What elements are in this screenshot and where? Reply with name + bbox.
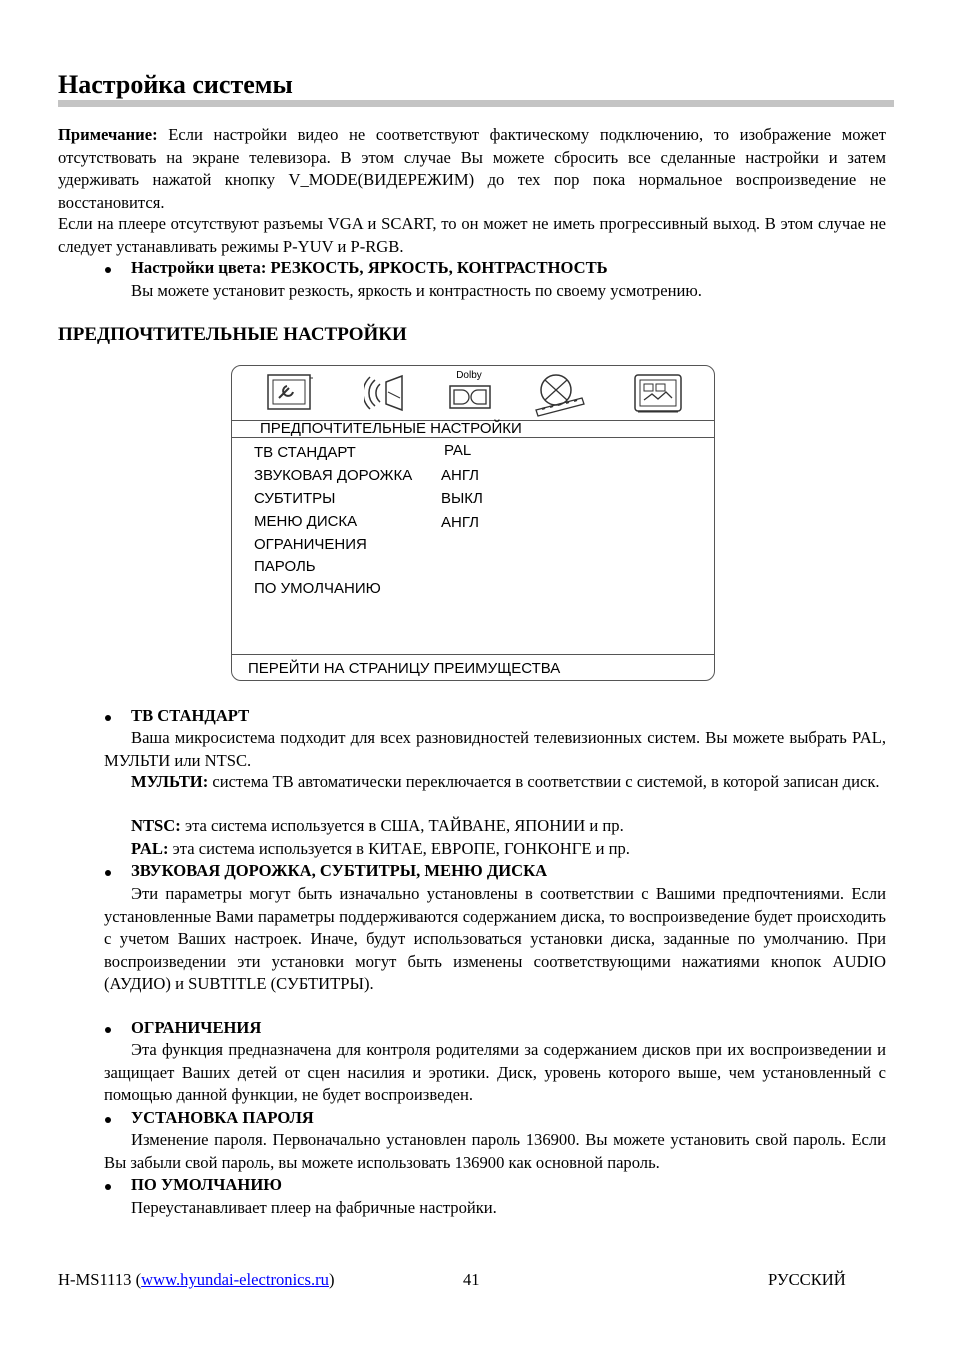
audio-setup-icon [364,372,412,414]
bullet-icon [105,1117,111,1123]
footer-close-paren: ) [328,1270,335,1289]
osd-row-label: ПО УМОЛЧАНИЮ [254,580,381,597]
bullet-icon [105,715,111,721]
osd-row-label: ТВ СТАНДАРТ [254,444,356,461]
restrictions-heading: ОГРАНИЧЕНИЯ [131,1018,262,1037]
footer-language: РУССКИЙ [768,1270,846,1289]
video-setup-icon [532,372,588,418]
osd-row-label: ОГРАНИЧЕНИЯ [254,536,367,553]
osd-footer [231,654,715,681]
audio-sub-heading: ЗВУКОВАЯ ДОРОЖКА, СУБТИТРЫ, МЕНЮ ДИСКА [131,861,548,880]
multi-text: система ТВ автоматически переключается в соответствии с системой, в которой записан диск. [212,772,880,791]
osd-row-label: СУБТИТРЫ [254,490,336,507]
defaults-heading: ПО УМОЛЧАНИЮ [131,1175,282,1194]
osd-row-label: ЗВУКОВАЯ ДОРОЖКА [254,467,413,484]
pal-line [131,838,630,861]
footer-website-link[interactable]: www.hyundai-electronics.ru [141,1270,329,1289]
footer-model-text: H-MS1113 ( [58,1270,142,1289]
osd-row-label: ПАРОЛЬ [254,558,316,575]
note-paragraph-2: Если на плеере отсутствуют разъемы VGA и SCART, то он может не иметь прогрессивный выход. В этом случае не следует устанавливать режимы P-YUV и P-RGB. [58,214,886,256]
osd-row-value: ВЫКЛ [441,490,483,507]
color-settings-text: Вы можете установит резкость, яркость и контрастность по своему усмотрению. [131,281,702,300]
ntsc-text: эта система используется в США, ТАЙВАНЕ, ЯПОНИИ и пр. [184,816,624,835]
note-label: Примечание: [58,125,158,144]
title-underline [58,100,894,107]
tv-standard-text: Ваша микросистема подходит для всех разновидностей телевизионных систем. Вы можете выбрать PAL, МУЛЬТИ или NTSC. [104,728,886,770]
footer-model [58,1270,335,1290]
osd-header-label: ПРЕДПОЧТИТЕЛЬНЫЕ НАСТРОЙКИ [260,420,522,437]
tv-standard-heading: ТВ СТАНДАРТ [131,706,250,725]
dolby-label: Dolby [456,370,482,381]
password-heading: УСТАНОВКА ПАРОЛЯ [131,1108,314,1127]
audio-sub-text: Эти параметры могут быть изначально установлены в соответствии с Вашими предпочтениями. Если установленные Вами параметры поддерживаются содержанием диска, то воспроизведение будет происходить с учетом Ваших настроек. Иначе, будут использоваться установки диска, заданные по умолчанию. При воспроизведении эти установки могут быть изменены соответствующими нажатиями кнопок AUDIO (АУДИО) и SUBTITLE (СУБТИТРЫ). [104,884,886,993]
bullet-icon [105,267,111,273]
page-number: 41 [463,1270,480,1289]
osd-row-value: АНГЛ [441,514,479,531]
section-heading: ПРЕДПОЧТИТЕЛЬНЫЕ НАСТРОЙКИ [58,324,407,345]
note-paragraph [58,124,886,214]
ntsc-label: NTSC: [131,816,181,835]
page-title: Настройка системы [58,70,293,99]
restrictions-text: Эта функция предназначена для контроля родителями за содержанием дисков при их воспроизведении и защищает Ваших детей от сцен насилия и эротики. Диск, уровень которого выше, чем установленный с помощью данной функции, не будет воспроизведен. [104,1040,886,1104]
multi-label: МУЛЬТИ: [131,772,209,791]
defaults-text: Переустанавливает плеер на фабричные настройки. [131,1198,497,1217]
osd-header [231,420,715,438]
osd-row-label: МЕНЮ ДИСКА [254,513,358,530]
preference-icon [632,372,686,416]
password-text: Изменение пароля. Первоначально установлен пароль 136900. Вы можете установить свой пароль. Если Вы забыли свой пароль, вы можете использовать 136900 как основной пароль. [104,1130,886,1172]
dolby-icon [448,384,492,410]
general-setup-icon [265,372,315,414]
osd-row-value: АНГЛ [441,467,479,484]
osd-footer-label: ПЕРЕЙТИ НА СТРАНИЦУ ПРЕИМУЩЕСТВА [248,660,561,677]
tv-multi-paragraph [104,771,886,794]
bullet-icon [105,1184,111,1190]
ntsc-line [131,815,624,838]
osd-menu-screenshot [231,365,715,681]
color-settings-heading: Настройки цвета: РЕЗКОСТЬ, ЯРКОСТЬ, КОНТРАСТНОСТЬ [131,258,608,277]
bullet-icon [105,870,111,876]
osd-row-value: PAL [444,442,472,459]
bullet-icon [105,1027,111,1033]
note-text: Если настройки видео не соответствуют фактическому подключению, то изображение может отсутствовать на экране телевизора. В этом случае Вы можете сбросить все сделанные настройки и затем удерживать нажатой кнопку V_MODE(ВИДЕРЕЖИМ) до тех пор пока нормальное воспроизведение не восстановится. [58,125,886,212]
pal-text: эта система используется в КИТАЕ, ЕВРОПЕ, ГОНКОНГЕ и пр. [172,839,630,858]
pal-label: PAL: [131,839,169,858]
